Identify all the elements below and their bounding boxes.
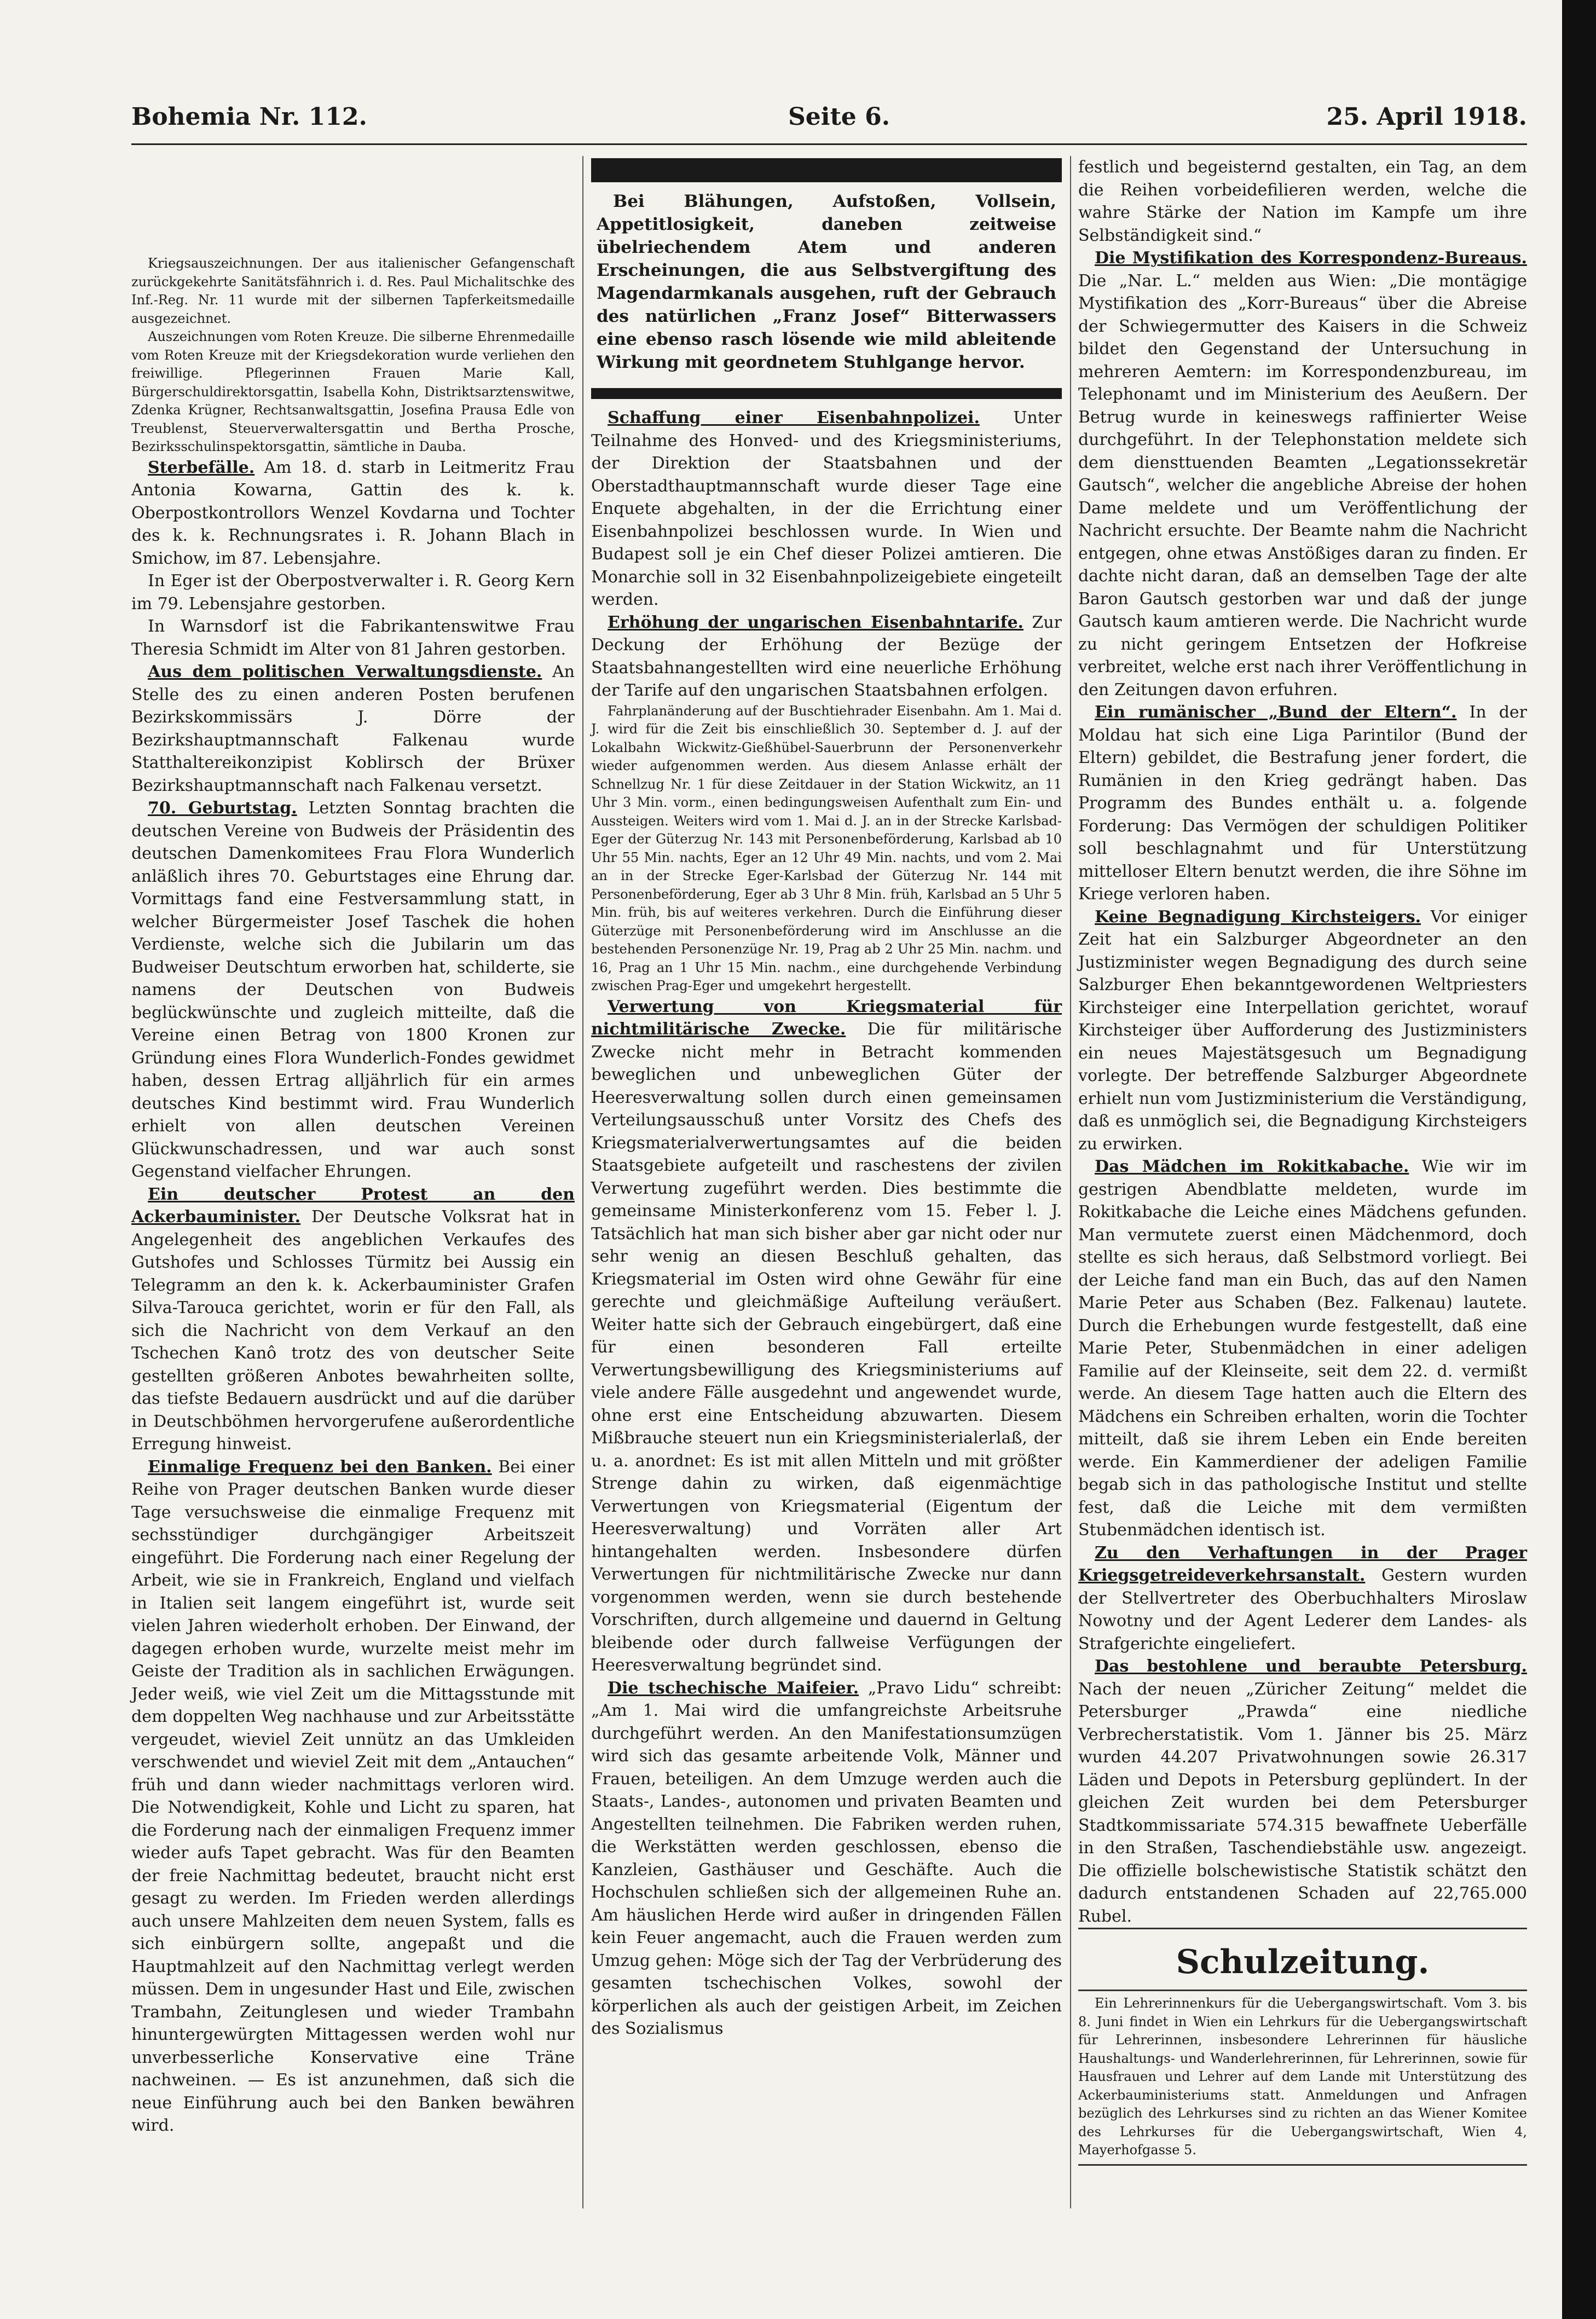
column-divider [582,156,583,2208]
article-kirchsteiger: Keine Begnadigung Kirchsteigers. Vor einiger Zeit hat ein Salzburger Abgeordneter an den Justizminister wegen Begnadigung des durch seine Salzburger Ehen bekanntgewordenen Weltpriesters Kirchsteiger eine Interpellation gerichtet, worauf Kirchsteiger über Aufforderung des Justizministers ein neues Majestätsgesuch um Begnadigung vorlegte. Der betreffende Salzburger Abgeordnete erhielt nun vom Justizministerium die Verständigung, daß es unmöglich sei, die Begnadigung Kirchsteigers zu erwirken. [1078,907,1527,1154]
header-rule [131,143,1527,145]
article-petersburg: Das bestohlene und beraubte Petersburg. Nach der neuen „Züricher Zeitung“ meldet die Petersburger „Prawda“ eine niedliche Verbrecherstatistik. Vom 1. Jänner bis 25. März wurden 44.207 Privatwohnungen sowie 26.317 Läden und Depots in Petersburg geplündert. In der gleichen Zeit wurden bei dem Petersburger Stadtkommissariate 574.315 bewaffnete Ueberfälle in den Straßen, Taschendiebstähle usw. angezeigt. Die offizielle bolschewistische Statistik schätzt den dadurch entstandenen Schaden auf 22,765.000 Rubel. [1078,1657,1527,1926]
article-paragraph: festlich und begeisternd gestalten, ein Tag, an dem die Reihen vorbeidefilieren werden, welche die wahre Stärke der Nation im Kampfe um ihre Selbständigkeit sind.“ [1078,158,1527,245]
ad-border-top [591,158,1062,182]
article-geburtstag: 70. Geburtstag. Letzten Sonntag brachten die deutschen Vereine von Budweis der Präsidentin des deutschen Damenkomitees Frau Flora Wunderlich anläßlich ihres 70. Geburtstages eine Ehrung dar. Vormittags fand eine Festversammlung statt, in welcher Bürgermeister Josef Taschek die hohen Verdienste, welche sich die Jubilarin um das Budweiser Deutschtum erworben hat, schilderte, sie namens der Deutschen von Budweis beglückwünschte und zugleich mitteilte, daß die Vereine einen Betrag von 1800 Kronen zur Gründung eines Flora Wunderlich-Fondes gewidmet haben, dessen Ertrag alljährlich für ein armes deutsches Kind bestimmt wird. Frau Wunderlich erhielt von allen deutschen Vereinen Glückwunschadressen, und war auch sonst Gegenstand vielfacher Ehrungen. [131,799,575,1181]
article-heading: Aus dem politischen Verwaltungsdienste. [148,662,542,681]
article-kriegsmaterial: Verwertung von Kriegsmaterial für nichtmilitärische Zwecke. Die für militärische Zwecke nicht mehr in Betracht kommenden beweglichen und unbeweglichen Güter der Heeresverwaltung sollen durch einen gemeinsamen Verteilungsausschuß unter Vorsitz des Chefs des Kriegsmaterialverwertungsamtes auf die beiden Staatsgebiete aufgeteilt und raschestens der zivilen Verwertung zugeführt werden. Dies bestimmte die gemeinsame Ministerkonferenz vom 15. Feber l. J. Tatsächlich hat man sich bisher aber gar nicht oder nur sehr wenig an diesen Beschluß gehalten, das Kriegsmaterial im Osten wird ohne Gewähr für eine gerechte und gleichmäßige Aufteilung veräußert. Weiter hatte sich der Gebrauch eingebürgert, daß eine für einen besonderen Fall erteilte Verwertungsbewilligung des Kriegsministeriums auf viele andere Fälle ausgedehnt und angewendet wurde, ohne erst eine Entscheidung abzuwarten. Diesem Mißbrauche steuert nun ein Kriegsministerialerlaß, der u. a. anordnet: Es ist mit allen Mitteln und mit größter Strenge dahin zu wirken, daß eigenmächtige Verwertungen von Kriegsmaterial (Eigentum der Heeresverwaltung) und Vorräten aller Art hintangehalten werden. Insbesondere dürfen Verwertungen für nichtmilitärische Zwecke nur dann vorgenommen werden, wenn sie durch bestehende Vorschriften, durch allgemeine und dauernd in Geltung bleibende oder durch fallweise Verfügungen der Heeresverwaltung begründet sind. [591,997,1062,1675]
article-heading: Keine Begnadigung Kirchsteigers. [1095,907,1421,927]
article-paragraph: In Warnsdorf ist die Fabrikantenswitwe Frau Theresia Schmidt im Alter von 81 Jahren gestorben. [131,617,575,659]
section-title-schulzeitung: Schulzeitung. [1176,1943,1430,1981]
article-verwaltungsdienst: Aus dem politischen Verwaltungsdienste. An Stelle des zu einen anderen Posten berufenen Bezirkskommissärs J. Dörre der Bezirkshauptmannschaft Falkenau wurde Statthaltereikonzipist Koblirsch der Brüxer Bezirkshauptmannschaft nach Falkenau versetzt. [131,662,575,795]
scan-border [1562,0,1596,2319]
column-divider [1070,156,1071,2208]
article-bund-der-eltern: Ein rumänischer „Bund der Eltern“. In der Moldau hat sich eine Liga Parintilor (Bund der Eltern) gebildet, die Bestrafung jener fordert, die Rumänien in den Krieg gedrängt haben. Das Programm des Bundes enthält u. a. folgende Forderung: Das Vermögen der schuldigen Politiker soll beschlagnahmt und für Unterstützung mittelloser Eltern benutzt werden, die ihre Söhne im Kriege verloren haben. [1078,703,1527,904]
header-page-number: Seite 6. [788,103,890,131]
article-heading: Sterbefälle. [148,458,255,477]
header-date: 25. April 1918. [1326,103,1527,131]
article-heading: Verwertung von Kriegsmaterial für nichtmilitärische Zwecke. [591,997,1062,1039]
article-mystifikation: Die Mystifikation des Korrespondenz-Bureaus. Die „Nar. L.“ melden aus Wien: „Die montägige Mystifikation des „Korr-Bureaus“ über die Abreise der Schwiegermutter des Kaisers in die Schweiz bildet den Gegenstand der Untersuchung in mehreren Aemtern: im Korrespondenzbureau, im Telephonamt und im Ministerium des Aeußern. Der Betrug wurde in keineswegs raffinierter Weise durchgeführt. In der Telephonstation meldete sich dem diensttuenden Beamten „Legationssekretär Gautsch“, welcher die angebliche Abreise der hohen Dame meldete und um Veröffentlichung der Nachricht ersuchte. Der Beamte nahm die Nachricht entgegen, ohne etwas Anstößiges daran zu finden. Er dachte nicht daran, daß an demselben Tage der alte Baron Gautsch gestorben war und daß der junge Gautsch kaum amtieren werde. Die Nachricht wurde zu nicht geringem Entsetzen der Hofkreise verbreitet, welche erst nach ihrer Veröffentlichung in den Zeitungen davon erfuhren. [1078,248,1527,699]
article-heading: Das bestohlene und beraubte Petersburg. [1095,1657,1527,1676]
article-heading: Die tschechische Maifeier. [608,1678,859,1698]
ad-border-bottom [591,388,1062,399]
article-protest: Ein deutscher Protest an den Ackerbauminister. Der Deutsche Volksrat hat in Angelegenheit des angeblichen Verkaufes des Gutshofes und Schlosses Türmitz bei Aussig ein Telegramm an den k. k. Ackerbauminister Grafen Silva-Tarouca gerichtet, worin er für den Fall, als sich die Nachricht von dem Verkauf an den Tschechen Kanô trotz des von deutscher Seite gestellten größeren Anbotes bewahrheiten sollte, das tiefste Bedauern ausdrückt und auf die darüber in Deutschböhmen hervorgerufene außerordentliche Erregung hinweist. [131,1184,575,1454]
article-heading: 70. Geburtstag. [148,799,297,818]
article-eisenbahnpolizei: Schaffung einer Eisenbahnpolizei. Unter Teilnahme des Honved- und des Kriegsministeriums, der Direktion der Staatsbahnen und der Oberstadthauptmannschaft wurde dieser Tage eine Enquete abgehalten, in der die Errichtung einer Eisenbahnpolizei beschlossen wurde. In Wien und Budapest soll je ein Chef dieser Polizei amtieren. Die Monarchie soll in 32 Eisenbahnpolizeigebiete eingeteilt werden. [591,408,1062,609]
section-rule [1078,1990,1527,1991]
article-fahrplanaenderung: Fahrplanänderung auf der Buschtiehrader Eisenbahn. Am 1. Mai d. J. wird für die Zeit bis einschließlich 30. September d. J. auf der Lokalbahn Wickwitz-Gießhübel-Sauerbrunn der Personenverkehr wieder aufgenommen werden. Aus diesem Anlasse erhält der Schnellzug Nr. 1 für diese Zeitdauer in der Station Wickwitz, an 11 Uhr 3 Min. vorm., einen bedingungsweisen Aufenthalt zum Ein- und Aussteigen. Weiters wird vom 1. Mai d. J. an in der Strecke Karlsbad-Eger der Güterzug Nr. 143 mit Personenbeförderung, Karlsbad ab 10 Uhr 55 Min. nachts, Eger an 12 Uhr 49 Min. nachts, und vom 2. Mai an in der Strecke Eger-Karlsbad der Güterzug Nr. 144 mit Personenbeförderung, Eger ab 3 Uhr 8 Min. früh, Karlsbad an 5 Uhr 5 Min. früh, bis auf weiteres verkehren. Durch die Einführung dieser Güterzüge mit Personenbeförderung wird im Anschlusse an die bestehenden Personenzüge Nr. 19, Prag ab 2 Uhr 25 Min. nachm. und 16, Prag an 1 Uhr 15 Min. nachm., eine durchgehende Verbindung zwischen Prag-Eger und umgekehrt hergestellt. [591,703,1062,993]
column-3 [1078,156,1527,2166]
article-kriegsauszeichnungen: Kriegsauszeichnungen. Der aus italienischer Gefangenschaft zurückgekehrte Sanitätsfähnrich i. d. Res. Paul Michalitschke des Inf.-Reg. Nr. 11 wurde mit der silbernen Tapferkeitsmedaille ausgezeichnet. [131,256,575,326]
column-2 [591,156,1062,2040]
article-lehrerinnenkurs: Ein Lehrerinnenkurs für die Uebergangswirtschaft. Vom 3. bis 8. Juni findet in Wien ein Lehrkurs für die Uebergangswirtschaft für Lehrerinnen, insbesondere Lehrerinnen für häusliche Haushaltungs- und Wanderlehrerinnen, für Lehrerinnen, sowie für Hausfrauen und Lehrer auf dem Lande mit Unterstützung des Ackerbauministeriums statt. Anmeldungen und Anfragen bezüglich des Lehrkurses sind zu richten an das Wiener Komitee des Lehrkurses für die Uebergangswirtschaft, Wien 4, Mayerhofgasse 5. [1078,1996,1527,2158]
article-heading: Zu den Verhaftungen in der Prager Kriegsgetreideverkehrsanstalt. [1078,1543,1527,1585]
article-heading: Ein rumänischer „Bund der Eltern“. [1095,703,1457,722]
article-heading: Das Mädchen im Rokitkabache. [1095,1157,1409,1176]
article-rotes-kreuz: Auszeichnungen vom Roten Kreuze. Die silberne Ehrenmedaille vom Roten Kreuze mit der Kriegsdekoration wurde verliehen den freiwillige. Pflegerinnen Frauen Marie Kall, Bürgerschuldirektorsgattin, Isabella Kohn, Distriktsarztenswitwe, Zdenka Krügner, Rechtsanwaltsgattin, Josefina Prausa Edle von Treublenst, Steuerverwaltersgattin und Bertha Prosche, Bezirksschulinspektorsgattin, sämtliche in Dauba. [131,329,575,454]
article-verhaftungen: Zu den Verhaftungen in der Prager Kriegsgetreideverkehrsanstalt. Gestern wurden der Stellvertreter des Oberbuchhalters Miroslaw Nowotny und der Agent Lederer dem Landes- als Strafgerichte eingeliefert. [1078,1543,1527,1653]
article-rokitkabach: Das Mädchen im Rokitkabache. Wie wir im gestrigen Abendblatte meldeten, wurde im Rokitkabache die Leiche eines Mädchens gefunden. Man vermutete zuerst einen Mädchenmord, doch stellte es sich heraus, daß Selbstmord vorliegt. Bei der Leiche fand man ein Buch, das auf den Namen Marie Peter aus Schaben (Bez. Falkenau) lautete. Durch die Erhebungen wurde festgestellt, daß eine Marie Peter, Stubenmädchen in einer adeligen Familie auf der Kleinseite, seit dem 22. d. vermißt werde. An diesem Tage hatten auch die Eltern des Mädchens ein Schreiben erhalten, worin die Tochter mitteilt, daß sie ihrem Leben ein Ende bereiten werde. Ein Kammerdiener der adeligen Familie begab sich in das pathologische Institut und stellte fest, daß die Leiche mit dem vermißten Stubenmädchen identisch ist. [1078,1157,1527,1540]
article-eisenbahntarife: Erhöhung der ungarischen Eisenbahntarife. Zur Deckung der Erhöhung der Bezüge der Staatsbahnangestellten wird eine neuerliche Erhöhung der Tarife auf den ungarischen Staatsbahnen erfolgen. [591,612,1062,700]
page-header [131,103,1527,141]
article-heading: Einmalige Frequenz bei den Banken. [148,1457,492,1477]
article-paragraph: In Eger ist der Oberpostverwalter i. R. Georg Kern im 79. Lebensjahre gestorben. [131,571,575,614]
article-heading: Schaffung einer Eisenbahnpolizei. [608,408,980,427]
column-1 [131,156,575,2137]
article-heading: Erhöhung der ungarischen Eisenbahntarife. [608,612,1024,632]
advertisement-bitterwasser: Bei Blähungen, Aufstoßen, Vollsein, Appetitlosigkeit, daneben zeitweise übelriechendem Atem und anderen Erscheinungen, die aus Selbstvergiftung des Magendarmkanals ausgehen, ruft der Gebrauch des natürlichen „Franz Josef“ Bitterwassers eine ebenso rasch lösende wie mild ableitende Wirkung mit geordnetem Stuhlgange hervor. [597,192,1056,372]
article-heading: Ein deutscher Protest an den Ackerbauminister. [131,1184,575,1227]
article-heading: Die Mystifikation des Korrespondenz-Bureaus. [1095,248,1527,268]
header-issue: Bohemia Nr. 112. [131,103,367,131]
section-rule [1078,2164,1527,2166]
article-sterbefaelle: Sterbefälle. Am 18. d. starb in Leitmeritz Frau Antonia Kowarna, Gattin des k. k. Oberpostkontrollors Wenzel Kovdarna und Tochter des k. k. Rechnungsrates i. R. Johann Blach in Smichow, im 87. Lebensjahre. [131,458,575,568]
section-rule [1078,1928,1527,1929]
article-frequenz: Einmalige Frequenz bei den Banken. Bei einer Reihe von Prager deutschen Banken wurde dieser Tage versuchsweise die einmalige Frequenz mit sechsstündiger durchgängiger Arbeitszeit eingeführt. Die Forderung nach einer Regelung der Arbeit, wie sie in Frankreich, England und vielfach in Italien seit langem eingeführt ist, wurde seit vielen Jahren wiederholt erhoben. Der Einwand, der dagegen erhoben wurde, wurzelte meist mehr im Geiste der Tradition als in sachlichen Erwägungen. Jeder weiß, wie viel Zeit um die Mittagsstunde mit dem doppelten Weg nachhause und zur Arbeitsstätte vergeudet, wieviel Zeit unnütz an das Umkleiden verschwendet und wieviel Zeit mit dem „Antauchen“ früh und dann wieder nachmittags verloren wird. Die Notwendigkeit, Kohle und Licht zu sparen, hat die Forderung nach der einmaligen Frequenz immer wieder aufs Tapet gebracht. Was für den Beamten der freie Nachmittag bedeutet, braucht nicht erst gesagt zu werden. Im Frieden werden allerdings auch unsere Mahlzeiten dem neuen System, falls es sich einbürgern sollte, angepaßt und die Hauptmahlzeit auf den Nachmittag verlegt werden müssen. Dem in ungesunder Hast und Eile, zwischen Trambahn, Zeitunglesen und wieder Trambahn hinuntergewürgten Mittagessen werden wohl nur unverbesserliche Konservative eine Träne nachweinen. — Es ist anzunehmen, daß sich die neue Einführung auch bei den Banken bewähren wird. [131,1457,575,2135]
article-maifeier: Die tschechische Maifeier. „Pravo Lidu“ schreibt: „Am 1. Mai wird die umfangreichste Arbeitsruhe durchgeführt werden. An den Manifestationsumzügen wird sich das gesamte arbeitende Volk, Männer und Frauen, beteiligen. An dem Umzuge werden auch die Staats-, Landes-, autonomen und privaten Beamten und Angestellten teilnehmen. Die Fabriken werden ruhen, die Werkstätten werden geschlossen, ebenso die Kanzleien, Gasthäuser und Geschäfte. Auch die Hochschulen schließen sich der allgemeinen Ruhe an. Am häuslichen Herde wird außer in dringenden Fällen kein Feuer angemacht, auch die Frauen werden zum Umzug gehen: Möge sich der Tag der Verbrüderung des gesamten tschechischen Volkes, sowohl der körperlichen als auch der geistigen Arbeit, im Zeichen des Sozialismus [591,1678,1062,2038]
